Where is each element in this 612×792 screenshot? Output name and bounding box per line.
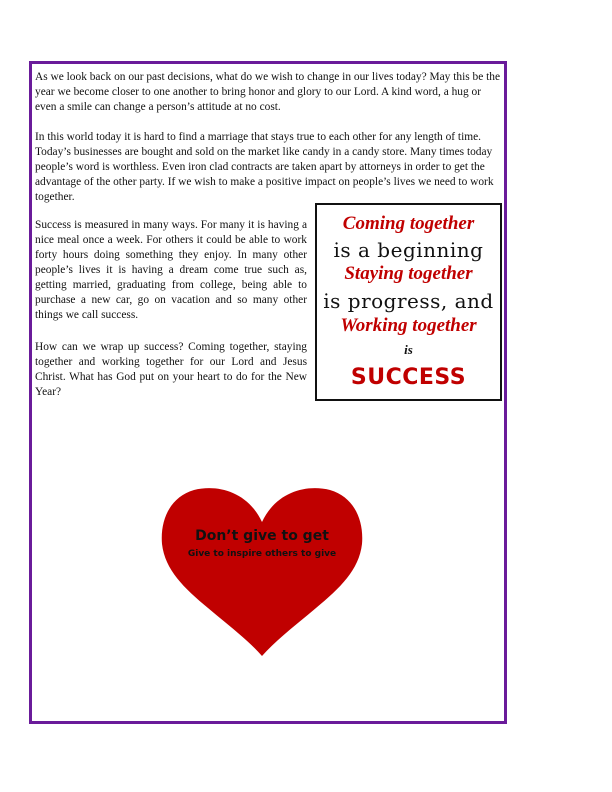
paragraph-wrap-up: How can we wrap up success? Coming together, staying together and working together for our Lord and Jesus Christ. What has God put on your heart to do for the New Year? (35, 341, 307, 398)
quote-staying-together: Staying together (344, 263, 473, 284)
quote-is-a-beginning: is a beginning (333, 238, 484, 262)
heart-title: Don’t give to get (195, 528, 329, 544)
quote-is-progress: is progress, and (323, 289, 494, 313)
heart-subtitle: Give to inspire others to give (187, 549, 337, 559)
heart-icon (160, 484, 364, 658)
quote-box (315, 203, 502, 401)
quote-coming-together: Coming together (342, 213, 475, 234)
quote-working-together: Working together (340, 315, 477, 336)
quote-success: SUCCESS (350, 365, 467, 390)
paragraph-reflection: As we look back on our past decisions, what do we wish to change in our lives today? May this be the year we become closer to one another to bring honor and glory to our Lord. A kind word, a hug or even a smile can change a person’s attitude at no cost. (35, 71, 501, 113)
heart-shape (162, 488, 362, 656)
paragraph-marriage-business: In this world today it is hard to find a marriage that stays true to each other for any length of time. Today’s businesses are bought and sold on the market like candy in a candy store. Many times today people’s word is worthless. Even iron clad contracts are taken apart by attorneys in order to get the advantage of the other party. If we wish to make a positive impact on people’s lives we need to work together. (35, 131, 494, 203)
paragraph-success-measured: Success is measured in many ways. For many it is having a nice meal once a week. For others it could be able to work forty hours doing something they enjoy. In many other people’s lives it is having a dream come true such as, getting married, graduating from college, being able to purchase a new car, go on vacation and so many other things we call success. (35, 219, 307, 321)
quote-is: is (404, 342, 413, 357)
